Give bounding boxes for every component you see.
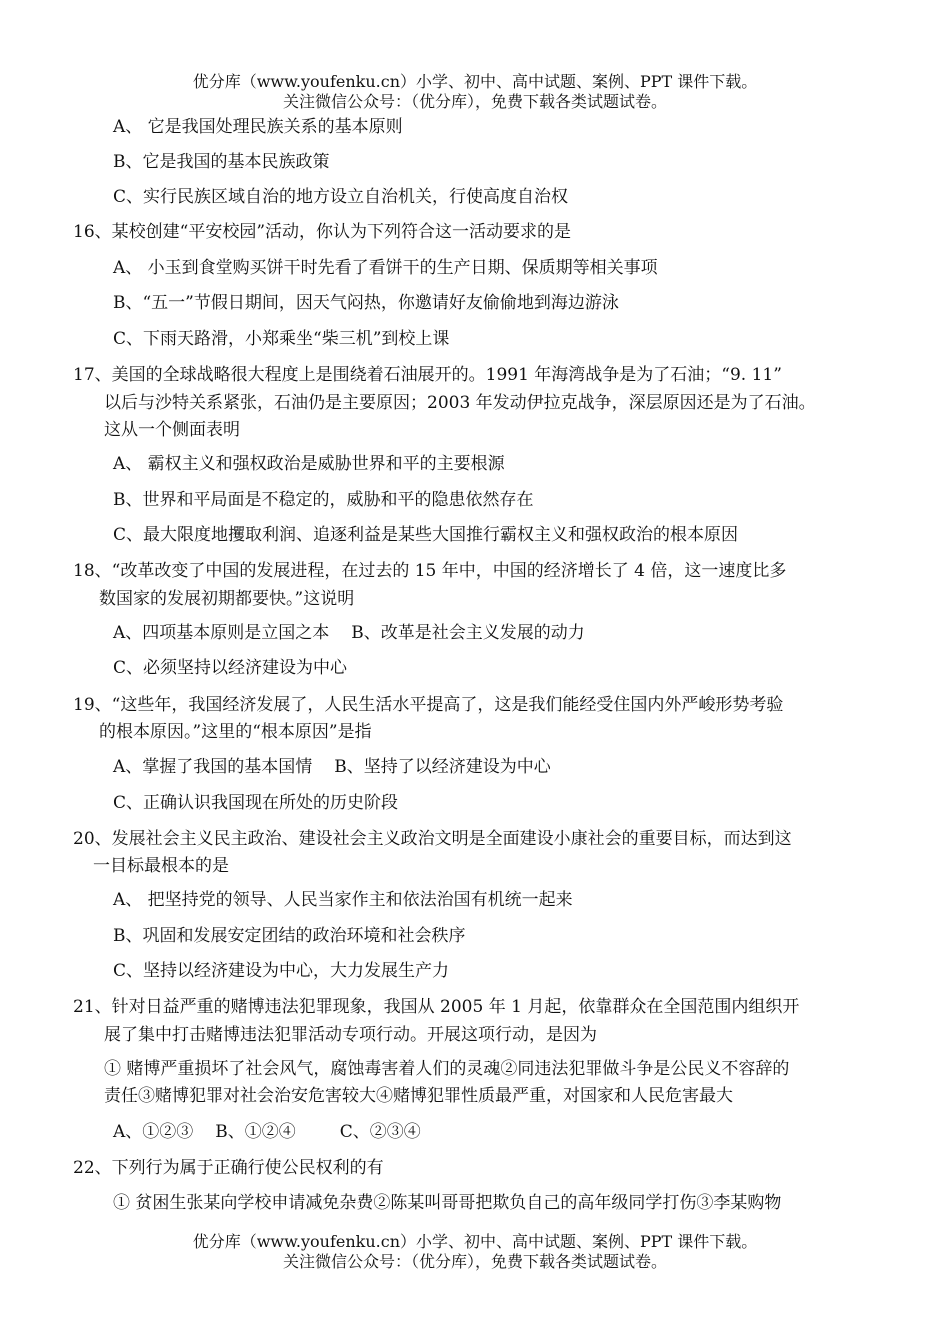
- q20-stem-line-1: 20、发展社会主义民主政治、建设社会主义政治文明是全面建设小康社会的重要目标，而达到这: [73, 829, 792, 849]
- q22-stem: 22、下列行为属于正确行使公民权利的有: [73, 1158, 384, 1178]
- q21-options: [113, 1121, 421, 1143]
- q17-stem-line-2: 以后与沙特关系紧张，石油仍是主要原因；2003 年发动伊拉克战争，深层原因还是为了石油。: [104, 393, 816, 413]
- q19-option-c: C、正确认识我国现在所处的历史阶段: [113, 793, 399, 813]
- header-line-1: 优分库（www.youfenku.cn）小学、初中、高中试题、案例、PPT 课件下载。: [192, 72, 758, 91]
- q20-option-b: B、巩固和发展安定团结的政治环境和社会秩序: [113, 926, 466, 946]
- q21-stem-line-1: 21、针对日益严重的赌博违法犯罪现象，我国从 2005 年 1 月起，依靠群众在全国范围内组织开: [73, 997, 800, 1017]
- q19-option-a: A、掌握了我国的基本国情: [113, 757, 313, 777]
- q18-option-c: C、必须坚持以经济建设为中心: [113, 658, 348, 678]
- q15-option-b: B、它是我国的基本民族政策: [113, 152, 330, 172]
- q20-stem-line-2: 一目标最根本的是: [93, 856, 229, 876]
- q16-option-a: A、 小玉到食堂购买饼干时先看了看饼干的生产日期、保质期等相关事项: [113, 258, 658, 278]
- q18-options-ab: [113, 622, 585, 644]
- q18-option-a: A、四项基本原则是立国之本: [113, 623, 330, 643]
- q17-option-b: B、世界和平局面是不稳定的，威胁和平的隐患依然存在: [113, 490, 534, 510]
- q21-option-b: B、①②④: [215, 1122, 296, 1142]
- q17-option-c: C、最大限度地攫取利润、追逐利益是某些大国推行霸权主义和强权政治的根本原因: [113, 525, 739, 545]
- q20-option-c: C、坚持以经济建设为中心，大力发展生产力: [113, 961, 450, 981]
- q20-option-a: A、 把坚持党的领导、人民当家作主和依法治国有机统一起来: [113, 890, 573, 910]
- q22-items-line-1: ① 贫困生张某向学校申请减免杂费②陈某叫哥哥把欺负自己的高年级同学打伤③李某购物: [113, 1193, 782, 1213]
- q19-options-ab: [113, 756, 551, 778]
- page-header: [0, 72, 950, 112]
- q21-option-c: C、②③④: [339, 1122, 421, 1142]
- page-footer: [0, 1232, 950, 1272]
- header-line-2: 关注微信公众号：（优分库），免费下载各类试题试卷。: [282, 92, 667, 111]
- q19-stem-line-1: 19、“这些年，我国经济发展了，人民生活水平提高了，这是我们能经受住国内外严峻形势考验: [73, 695, 784, 715]
- q17-stem-line-1: 17、美国的全球战略很大程度上是围绕着石油展开的。1991 年海湾战争是为了石油；“9. 11”: [73, 365, 782, 385]
- q16-option-c: C、下雨天路滑，小郑乘坐“柴三机”到校上课: [113, 329, 450, 349]
- q21-stem-line-2: 展了集中打击赌博违法犯罪活动专项行动。开展这项行动，是因为: [104, 1025, 597, 1045]
- footer-line-1: 优分库（www.youfenku.cn）小学、初中、高中试题、案例、PPT 课件下载。: [192, 1232, 758, 1251]
- q21-items-line-2: 责任③赌博犯罪对社会治安危害较大④赌博犯罪性质最严重，对国家和人民危害最大: [104, 1086, 733, 1106]
- q18-stem-line-1: 18、“改革改变了中国的发展进程，在过去的 15 年中，中国的经济增长了 4 倍，这一速度比多: [73, 561, 787, 581]
- q16-option-b: B、“五一”节假日期间，因天气闷热，你邀请好友偷偷地到海边游泳: [113, 293, 619, 313]
- q16-stem: 16、某校创建“平安校园”活动，你认为下列符合这一活动要求的是: [73, 222, 572, 242]
- footer-line-2: 关注微信公众号：（优分库），免费下载各类试题试卷。: [282, 1252, 667, 1271]
- q15-option-a: A、 它是我国处理民族关系的基本原则: [113, 117, 403, 137]
- q19-stem-line-2: 的根本原因。”这里的“根本原因”是指: [99, 722, 372, 742]
- q18-option-b: B、改革是社会主义发展的动力: [351, 623, 585, 643]
- q19-option-b: B、坚持了以经济建设为中心: [334, 757, 551, 777]
- q18-stem-line-2: 数国家的发展初期都要快。”这说明: [99, 589, 355, 609]
- q15-option-c: C、实行民族区域自治的地方设立自治机关，行使高度自治权: [113, 187, 569, 207]
- q17-option-a: A、 霸权主义和强权政治是威胁世界和平的主要根源: [113, 454, 505, 474]
- q21-option-a: A、①②③: [113, 1122, 194, 1142]
- q17-stem-line-3: 这从一个侧面表明: [104, 420, 240, 440]
- q21-items-line-1: ① 赌博严重损坏了社会风气，腐蚀毒害着人们的灵魂②同违法犯罪做斗争是公民义不容辞的: [104, 1059, 790, 1079]
